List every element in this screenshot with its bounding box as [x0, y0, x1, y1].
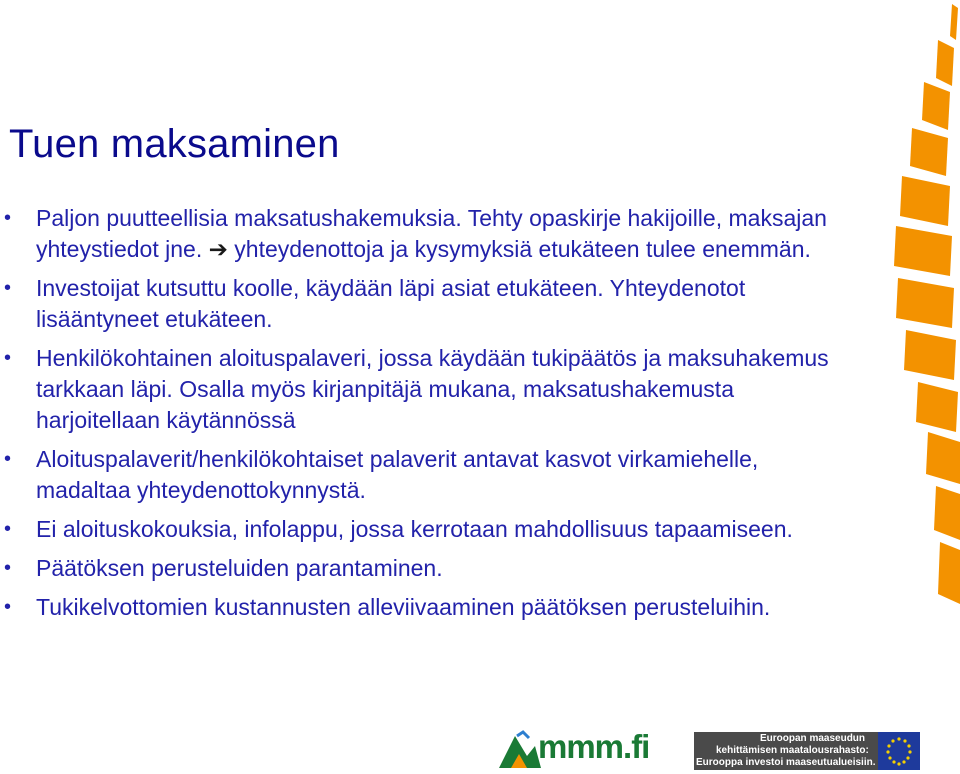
bullet-text: Päätöksen perusteluiden parantaminen. — [36, 555, 443, 581]
bullet-item — [0, 444, 830, 506]
bullet-text: Investoijat kutsuttu koolle, käydään läpi asiat etukäteen. Yhteydenotot lisääntyneet etukäteen. — [36, 275, 746, 332]
bullet-item — [0, 553, 830, 584]
eu-line: Euroopan maaseudun — [760, 733, 866, 744]
bullet-text: Aloituspalaverit/henkilökohtaiset palaverit antavat kasvot virkamiehelle, madaltaa yhteydenottokynnystä. — [36, 446, 759, 503]
bullet-text: Ei aloituskokouksia, infolappu, jossa kerrotaan mahdollisuus tapaamiseen. — [36, 516, 793, 542]
bullet-item — [0, 273, 830, 335]
bullet-dot: • — [4, 448, 12, 470]
eu-line: Eurooppa investoi maaseutualueisiin. — [696, 757, 876, 768]
bullet-dot: • — [4, 557, 12, 579]
slide-title: Tuen maksaminen — [9, 122, 340, 166]
bullet-item — [0, 203, 830, 265]
eu-line: kehittämisen maatalousrahasto: — [716, 745, 869, 756]
eu-flag-icon — [878, 732, 920, 770]
bullet-item — [0, 592, 830, 623]
bullet-item — [0, 514, 830, 545]
logo-text: mmm.fi — [538, 728, 650, 765]
bullet-dot: • — [4, 207, 12, 229]
bullet-dot: • — [4, 518, 12, 540]
bullet-text: Tukikelvottomien kustannusten alleviivaaminen päätöksen perusteluihin. — [36, 594, 771, 620]
right-arrow-icon: ➔ — [208, 236, 235, 262]
bullet-dot: • — [4, 347, 12, 369]
orange-wheat-decoration-icon — [820, 0, 960, 680]
bullet-list — [0, 203, 830, 631]
bullet-item — [0, 343, 830, 436]
bullet-text: yhteydenottoja ja kysymyksiä etukäteen tulee enemmän. — [234, 236, 811, 262]
bullet-dot: • — [4, 277, 12, 299]
bullet-text: Henkilökohtainen aloituspalaveri, jossa käydään tukipäätös ja maksuhakemus tarkkaan läpi. Osalla myös kirjanpitäjä mukana, maksatushakemusta harjoitellaan käytännössä — [36, 345, 829, 433]
bullet-dot: • — [4, 596, 12, 618]
bullet-text: Paljon puutteellisia maksatushakemuksia. Tehty opaskirje hakijoille, maksajan yhteystiedot jne. — [36, 205, 827, 262]
